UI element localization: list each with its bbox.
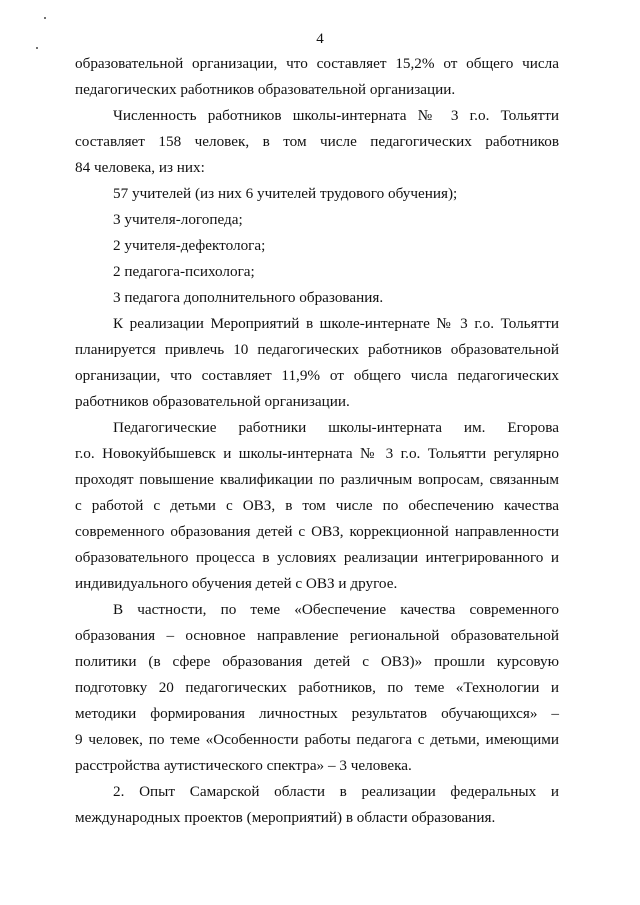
paragraph-line: расстройства аутистического спектра» – 3 человека.	[75, 757, 412, 774]
paragraph-line: составляет 158 человек, в том числе педагогических работников	[75, 133, 559, 150]
paragraph-line: 9 человек, по теме «Особенности работы педагога с детьми, имеющими	[75, 731, 559, 748]
paragraph-line: В частности, по теме «Обеспечение качества современного	[113, 601, 559, 618]
paragraph-line: с работой с детьми с ОВЗ, в том числе по обеспечению качества	[75, 497, 559, 514]
paragraph-line: организации, что составляет 11,9% от общего числа педагогических	[75, 367, 559, 384]
paragraph-line: политики (в сфере образования детей с ОВЗ)» прошли курсовую	[75, 653, 559, 670]
paragraph-line: индивидуального обучения детей с ОВЗ и другое.	[75, 575, 398, 592]
paragraph-line: образования – основное направление региональной образовательной	[75, 627, 559, 644]
paragraph-line: методики формирования личностных результатов обучающихся» –	[75, 705, 559, 722]
paragraph-line: К реализации Мероприятий в школе-интернате № 3 г.о. Тольятти	[113, 315, 559, 332]
scan-speck	[44, 17, 46, 19]
body-text	[75, 51, 559, 831]
paragraph-line: образовательной организации, что составляет 15,2% от общего числа	[75, 55, 559, 72]
paragraph-line: 84 человека, из них:	[75, 159, 205, 176]
paragraph-line: педагогических работников образовательной организации.	[75, 81, 456, 98]
section-heading-line: 2. Опыт Самарской области в реализации федеральных и	[113, 783, 559, 800]
paragraph-line: г.о. Новокуйбышевск и школы-интерната № 3 г.о. Тольятти регулярно	[75, 445, 559, 462]
paragraph-line: работников образовательной организации.	[75, 393, 350, 410]
paragraph-line: современного образования детей с ОВЗ, коррекционной направленности	[75, 523, 559, 540]
paragraph-line: Педагогические работники школы-интерната им. Егорова	[113, 419, 559, 436]
list-item: 2 учителя-дефектолога;	[113, 237, 266, 254]
list-item: 57 учителей (из них 6 учителей трудового обучения);	[113, 185, 458, 202]
paragraph-line: образовательного процесса в условиях реализации интегрированного и	[75, 549, 559, 566]
paragraph-line: подготовку 20 педагогических работников, по теме «Технологии и	[75, 679, 559, 696]
list-item: 2 педагога-психолога;	[113, 263, 255, 280]
paragraph-line: Численность работников школы-интерната № 3 г.о. Тольятти	[113, 107, 559, 124]
page-number: 4	[316, 31, 324, 47]
list-item: 3 учителя-логопеда;	[113, 211, 243, 228]
section-heading-line: международных проектов (мероприятий) в области образования.	[75, 809, 496, 826]
paragraph-line: планируется привлечь 10 педагогических работников образовательной	[75, 341, 559, 358]
list-item: 3 педагога дополнительного образования.	[113, 289, 384, 306]
paragraph-line: проходят повышение квалификации по различным вопросам, связанным	[75, 471, 559, 488]
